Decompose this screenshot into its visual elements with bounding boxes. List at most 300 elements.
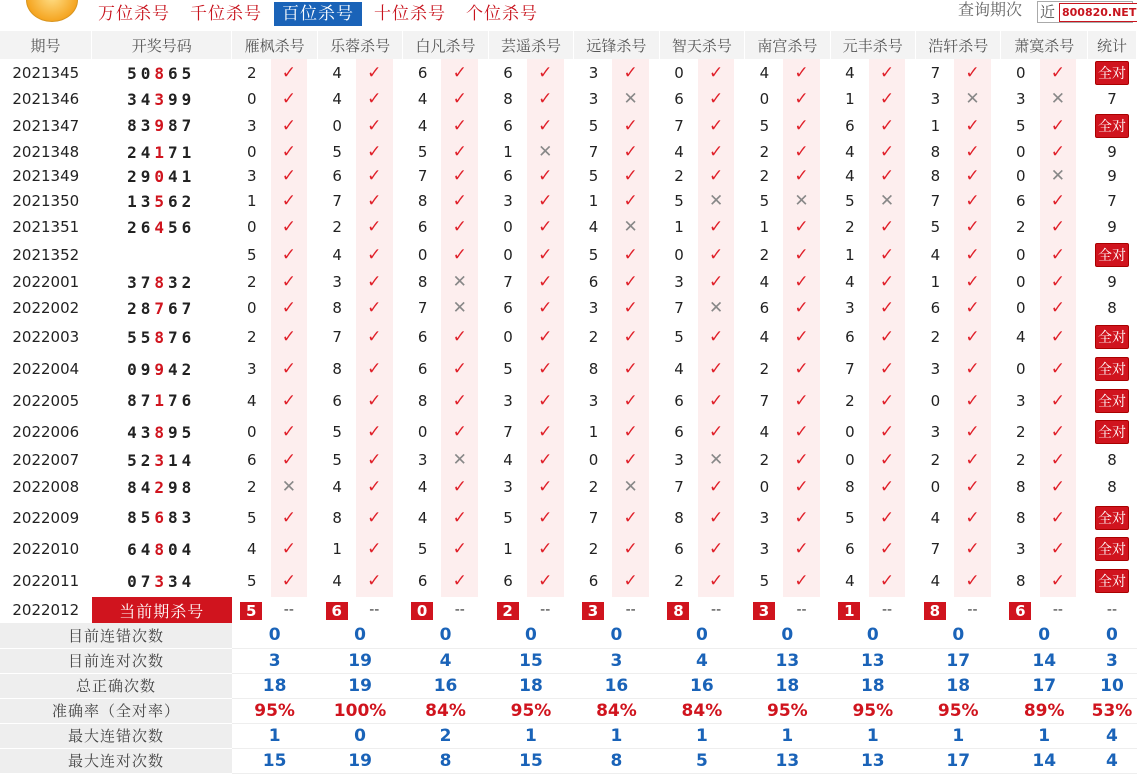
all-correct-badge: 全对	[1095, 569, 1129, 593]
check-icon: ✓	[698, 164, 735, 188]
column-gap	[991, 533, 1001, 565]
summary-value: 13	[745, 748, 830, 773]
tab-4[interactable]: 个位杀号	[466, 4, 538, 24]
kill-number: 0	[232, 214, 271, 240]
draw-digit: 5	[181, 63, 196, 83]
check-icon: ✓	[271, 353, 308, 385]
kill-number: 8	[403, 188, 442, 214]
period-cell: 2021346	[12, 90, 80, 108]
draw-digit: 7	[181, 116, 196, 135]
summary-stat: 53%	[1087, 698, 1136, 723]
kill-number: 2	[1001, 416, 1040, 448]
kill-number: 4	[830, 565, 869, 597]
column-gap	[905, 214, 915, 240]
table-row	[0, 59, 1137, 87]
draw-digit: 4	[168, 359, 182, 379]
summary-value: 0	[1001, 623, 1087, 648]
kill-number: 0	[232, 140, 271, 164]
column-gap	[564, 597, 574, 623]
kill-number: 7	[830, 353, 869, 385]
site-watermark: 800820.NET	[1059, 3, 1137, 22]
column-gap	[991, 188, 1001, 214]
column-gap	[905, 188, 915, 214]
column-gap	[564, 87, 574, 111]
kill-number: 4	[830, 59, 869, 87]
all-correct-badge: 全对	[1095, 243, 1129, 267]
kill-number: 7	[659, 472, 698, 502]
column-gap	[991, 140, 1001, 164]
check-icon: ✓	[612, 385, 649, 416]
check-icon: ✓	[527, 188, 564, 214]
header-expert[interactable]: 雁枫杀号	[232, 31, 317, 59]
cross-icon: ✕	[783, 188, 820, 214]
draw-digit: 0	[127, 359, 141, 379]
column-gap	[905, 87, 915, 111]
check-icon: ✓	[869, 502, 906, 533]
draw-digit: 4	[127, 422, 141, 442]
cross-icon: ✕	[869, 188, 906, 214]
kill-number: 4	[403, 111, 442, 140]
check-icon: ✓	[1040, 472, 1077, 502]
kill-number: 3	[916, 353, 955, 385]
column-gap	[564, 502, 574, 533]
column-gap	[820, 295, 830, 321]
column-gap	[1076, 321, 1087, 353]
column-gap	[564, 140, 574, 164]
kill-number: 2	[830, 385, 869, 416]
check-icon: ✓	[527, 472, 564, 502]
column-gap	[649, 353, 659, 385]
column-gap	[734, 597, 744, 623]
column-gap	[1076, 472, 1087, 502]
check-icon: ✓	[527, 295, 564, 321]
cross-icon: ✕	[527, 140, 564, 164]
check-icon: ✓	[954, 240, 991, 269]
summary-value: 1	[1001, 723, 1087, 748]
period-cell: 2022011	[12, 572, 80, 590]
check-icon: ✓	[356, 353, 393, 385]
column-gap	[649, 87, 659, 111]
kill-number: 2	[1001, 214, 1040, 240]
cross-icon: ✕	[441, 448, 478, 472]
column-gap	[478, 214, 488, 240]
cross-icon: ✕	[612, 214, 649, 240]
summary-value: 16	[659, 673, 744, 698]
check-icon: ✓	[271, 269, 308, 295]
check-icon: ✓	[441, 59, 478, 87]
period-cell: 2021345	[12, 64, 80, 82]
check-icon: ✓	[356, 111, 393, 140]
kill-number: 6	[403, 214, 442, 240]
tab-0[interactable]: 万位杀号	[98, 4, 170, 24]
column-gap	[820, 565, 830, 597]
stat-cell	[1087, 353, 1136, 385]
check-icon: ✓	[954, 321, 991, 353]
column-gap	[905, 597, 915, 623]
column-gap	[734, 140, 744, 164]
current-kill-number: 2	[497, 602, 519, 620]
check-icon: ✓	[698, 385, 735, 416]
column-gap	[478, 472, 488, 502]
kill-number: 4	[745, 269, 784, 295]
column-gap	[905, 448, 915, 472]
kill-number: 5	[488, 502, 527, 533]
column-gap	[478, 533, 488, 565]
summary-value: 89%	[1001, 698, 1087, 723]
kill-number: 0	[232, 87, 271, 111]
draw-digit: 7	[181, 298, 196, 318]
check-icon: ✓	[698, 353, 735, 385]
column-gap	[307, 111, 317, 140]
kill-number: 5	[574, 240, 613, 269]
draw-number	[92, 416, 232, 448]
kill-number: 8	[317, 502, 356, 533]
check-icon: ✓	[356, 214, 393, 240]
column-gap	[991, 353, 1001, 385]
current-kill-cell	[659, 597, 698, 623]
kill-number: 6	[574, 565, 613, 597]
kill-number: 4	[1001, 321, 1040, 353]
header-expert[interactable]: 远锋杀号	[574, 31, 659, 59]
check-icon: ✓	[869, 321, 906, 353]
column-gap	[393, 472, 403, 502]
table-row	[0, 502, 1137, 533]
column-gap	[478, 111, 488, 140]
summary-value: 16	[403, 673, 488, 698]
column-gap	[478, 448, 488, 472]
kill-number: 5	[916, 214, 955, 240]
draw-number	[92, 565, 232, 597]
stat-cell: 8	[1107, 478, 1117, 496]
draw-digit: 6	[181, 391, 196, 410]
draw-digit: 7	[168, 327, 182, 347]
check-icon: ✓	[271, 140, 308, 164]
kill-number: 3	[488, 385, 527, 416]
kill-number: 6	[317, 164, 356, 188]
cross-icon: ✕	[954, 87, 991, 111]
check-icon: ✓	[356, 448, 393, 472]
check-icon: ✓	[271, 111, 308, 140]
all-correct-badge: 全对	[1095, 537, 1129, 561]
check-icon: ✓	[441, 353, 478, 385]
column-gap	[1076, 385, 1087, 416]
kill-number: 6	[659, 385, 698, 416]
all-correct-badge: 全对	[1095, 506, 1129, 530]
kill-number: 8	[830, 472, 869, 502]
check-icon: ✓	[441, 533, 478, 565]
column-gap	[820, 416, 830, 448]
kill-number: 7	[488, 269, 527, 295]
column-gap	[991, 269, 1001, 295]
column-gap	[734, 295, 744, 321]
check-icon: ✓	[441, 385, 478, 416]
tab-3[interactable]: 十位杀号	[374, 4, 446, 24]
check-icon: ✓	[1040, 502, 1077, 533]
column-gap	[734, 448, 744, 472]
check-icon: ✓	[954, 140, 991, 164]
check-icon: ✓	[954, 164, 991, 188]
header-expert[interactable]: 芸遥杀号	[488, 31, 573, 59]
check-icon: ✓	[612, 188, 649, 214]
kill-number: 5	[830, 188, 869, 214]
column-gap	[564, 111, 574, 140]
column-gap	[1076, 269, 1087, 295]
summary-row	[0, 698, 1137, 723]
column-gap	[393, 502, 403, 533]
column-gap	[564, 295, 574, 321]
summary-row	[0, 673, 1137, 698]
check-icon: ✓	[783, 533, 820, 565]
check-icon: ✓	[271, 87, 308, 111]
header-expert[interactable]: 元丰杀号	[830, 31, 915, 59]
summary-value: 1	[745, 723, 830, 748]
column-gap	[905, 111, 915, 140]
check-icon: ✓	[869, 87, 906, 111]
kill-number: 1	[232, 188, 271, 214]
kill-number: 0	[403, 240, 442, 269]
column-gap	[649, 295, 659, 321]
column-gap	[820, 164, 830, 188]
summary-value: 1	[574, 723, 659, 748]
column-gap	[307, 321, 317, 353]
column-gap	[307, 295, 317, 321]
header-expert[interactable]: 白凡杀号	[403, 31, 488, 59]
draw-digit: 5	[127, 450, 141, 470]
column-gap	[478, 597, 488, 623]
period-cell: 2022002	[12, 299, 80, 317]
header-expert[interactable]: 乐蓉杀号	[317, 31, 402, 59]
column-gap	[905, 385, 915, 416]
column-gap	[734, 87, 744, 111]
draw-number	[92, 385, 232, 416]
header-expert[interactable]: 南宫杀号	[745, 31, 830, 59]
current-kill-number: 3	[753, 602, 775, 620]
current-kill-number: 3	[582, 602, 604, 620]
check-icon: ✓	[527, 214, 564, 240]
check-icon: ✓	[612, 295, 649, 321]
header-expert[interactable]: 萧寞杀号	[1001, 31, 1087, 59]
summary-value: 8	[574, 748, 659, 773]
kill-number: 4	[232, 385, 271, 416]
table-row	[0, 353, 1137, 385]
draw-digit: 4	[181, 450, 196, 470]
column-gap	[905, 416, 915, 448]
kill-number: 4	[916, 240, 955, 269]
column-gap	[649, 565, 659, 597]
draw-digit: 0	[154, 166, 169, 186]
check-icon: ✓	[698, 321, 735, 353]
table-row	[0, 188, 1137, 214]
check-icon: ✓	[1040, 385, 1077, 416]
column-gap	[478, 565, 488, 597]
column-gap	[1076, 448, 1087, 472]
draw-digit: 9	[140, 359, 155, 379]
check-icon: ✓	[954, 295, 991, 321]
column-gap	[1076, 164, 1087, 188]
column-gap	[820, 59, 830, 87]
check-icon: ✓	[869, 565, 906, 597]
column-gap	[393, 385, 403, 416]
draw-digit: 5	[154, 191, 169, 211]
column-gap	[478, 188, 488, 214]
summary-value: 95%	[830, 698, 915, 723]
check-icon: ✓	[441, 502, 478, 533]
draw-digit: 8	[154, 422, 169, 442]
summary-value: 0	[488, 623, 573, 648]
column-gap	[734, 416, 744, 448]
kill-number: 6	[488, 111, 527, 140]
column-gap	[734, 321, 744, 353]
draw-digit: 3	[154, 450, 169, 470]
kill-number: 5	[830, 502, 869, 533]
check-icon: ✓	[441, 164, 478, 188]
column-gap	[478, 502, 488, 533]
tab-1[interactable]: 千位杀号	[190, 4, 262, 24]
column-gap	[734, 240, 744, 269]
summary-row	[0, 723, 1137, 748]
column-gap	[820, 111, 830, 140]
check-icon: ✓	[441, 188, 478, 214]
kill-number-table	[0, 31, 1137, 774]
period-cell: 2021350	[12, 192, 80, 210]
draw-number	[92, 240, 232, 269]
column-gap	[820, 385, 830, 416]
check-icon: ✓	[783, 416, 820, 448]
kill-number: 0	[745, 87, 784, 111]
header-expert[interactable]: 浩轩杀号	[916, 31, 1001, 59]
check-icon: ✓	[869, 353, 906, 385]
draw-number	[92, 188, 232, 214]
check-icon: ✓	[356, 140, 393, 164]
column-gap	[820, 269, 830, 295]
kill-number: 8	[1001, 565, 1040, 597]
draw-digit: 4	[140, 142, 155, 162]
column-gap	[991, 416, 1001, 448]
check-icon: ✓	[698, 565, 735, 597]
kill-number: 6	[830, 111, 869, 140]
period-cell: 2022009	[12, 508, 80, 527]
check-icon: ✓	[1040, 533, 1077, 565]
draw-digit: 5	[140, 327, 155, 347]
kill-number: 7	[916, 188, 955, 214]
column-gap	[564, 164, 574, 188]
position-tabs	[90, 2, 550, 26]
check-icon: ✓	[527, 321, 564, 353]
draw-digit: 8	[154, 539, 169, 559]
draw-digit: 2	[181, 272, 196, 292]
column-gap	[820, 188, 830, 214]
draw-number	[92, 533, 232, 565]
check-icon: ✓	[441, 240, 478, 269]
kill-number: 0	[830, 448, 869, 472]
column-gap	[307, 269, 317, 295]
all-correct-badge: 全对	[1095, 325, 1129, 349]
query-period-select[interactable]: 近	[1037, 1, 1133, 23]
tab-2[interactable]: 百位杀号	[274, 2, 362, 26]
current-kill-cell	[745, 597, 784, 623]
kill-number: 3	[830, 295, 869, 321]
draw-digit: 8	[181, 477, 196, 497]
kill-number: 0	[403, 416, 442, 448]
draw-digit: 6	[181, 327, 196, 347]
check-icon: ✓	[356, 59, 393, 87]
kill-number: 4	[317, 472, 356, 502]
kill-number: 5	[488, 353, 527, 385]
draw-digit: 2	[154, 477, 169, 497]
current-kill-number: 6	[1009, 602, 1031, 620]
draw-number	[92, 140, 232, 164]
table-row	[0, 416, 1137, 448]
kill-number: 0	[1001, 295, 1040, 321]
check-icon: ✓	[698, 502, 735, 533]
kill-number: 4	[659, 140, 698, 164]
kill-number: 6	[403, 353, 442, 385]
summary-label: 最大连对次数	[0, 748, 232, 773]
check-icon: ✓	[1040, 59, 1077, 87]
column-gap	[307, 214, 317, 240]
table-row	[0, 472, 1137, 502]
column-gap	[734, 353, 744, 385]
header-period: 期号	[0, 31, 92, 59]
kill-number: 5	[745, 565, 784, 597]
period-cell: 2022004	[12, 360, 80, 378]
draw-digit: 9	[168, 89, 182, 109]
kill-number: 3	[574, 59, 613, 87]
check-icon: ✓	[612, 502, 649, 533]
draw-digit: 1	[154, 391, 169, 410]
check-icon: ✓	[698, 214, 735, 240]
draw-digit: 3	[140, 116, 155, 135]
check-icon: ✓	[954, 416, 991, 448]
column-gap	[1076, 214, 1087, 240]
kill-number: 6	[574, 269, 613, 295]
stat-cell	[1087, 321, 1136, 353]
column-gap	[1076, 140, 1087, 164]
check-icon: ✓	[527, 416, 564, 448]
kill-number: 0	[232, 295, 271, 321]
column-gap	[734, 533, 744, 565]
kill-number: 8	[574, 353, 613, 385]
column-gap	[307, 416, 317, 448]
table-row	[0, 214, 1137, 240]
current-kill-number: 0	[411, 602, 433, 620]
kill-number: 0	[1001, 269, 1040, 295]
check-icon: ✓	[271, 240, 308, 269]
summary-value: 0	[232, 623, 317, 648]
summary-row	[0, 748, 1137, 773]
kill-number: 0	[317, 111, 356, 140]
draw-digit: 4	[181, 539, 196, 559]
draw-digit: 3	[127, 89, 141, 109]
current-kill-number: 5	[240, 602, 262, 620]
kill-number: 7	[916, 59, 955, 87]
kill-number: 2	[232, 59, 271, 87]
kill-number: 4	[488, 448, 527, 472]
column-gap	[905, 472, 915, 502]
draw-digit: 1	[168, 450, 182, 470]
period-cell: 2021351	[12, 218, 80, 236]
kill-number: 1	[574, 416, 613, 448]
draw-digit: 7	[140, 272, 155, 292]
summary-value: 1	[488, 723, 573, 748]
header-expert[interactable]: 智天杀号	[659, 31, 744, 59]
summary-value: 18	[232, 673, 317, 698]
check-icon: ✓	[527, 269, 564, 295]
draw-digit: 6	[168, 191, 182, 211]
check-icon: ✓	[1040, 269, 1077, 295]
current-dash: --	[283, 602, 294, 618]
kill-number: 2	[659, 565, 698, 597]
